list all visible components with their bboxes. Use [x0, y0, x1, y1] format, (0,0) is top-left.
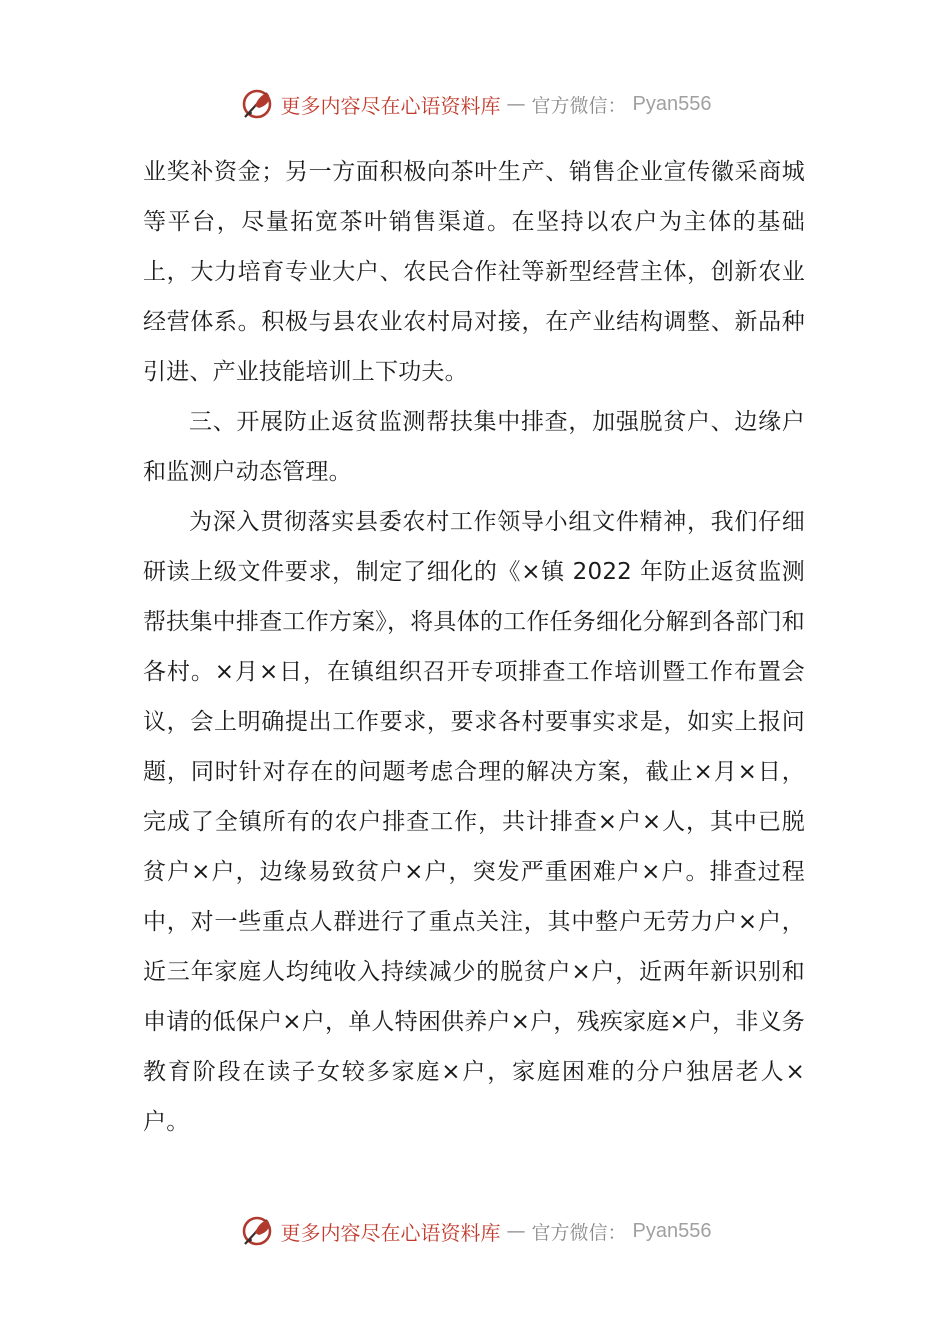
watermark-separator: — [506, 1220, 526, 1242]
section-heading: 三、开展防止返贫监测帮扶集中排查，加强脱贫户、边缘户和监测户动态管理。 [143, 409, 805, 485]
watermark-group [239, 1211, 712, 1251]
feather-pen-logo-icon [239, 86, 275, 122]
watermark-suffix-text: 官方微信： [531, 1221, 627, 1244]
feather-pen-logo-icon [239, 1213, 275, 1249]
watermark-suffix-text: 官方微信： [531, 94, 627, 117]
watermark-separator: — [506, 93, 526, 115]
paragraph-continuation: 业奖补资金；另一方面积极向茶叶生产、销售企业宣传徽采商城等平台，尽量拓宽茶叶销售渠道。在坚持以农户为主体的基础上，大力培育专业大户、农民合作社等新型经营主体，创新农业经营体系。积极与县农业农村局对接，在产业结构调整、新品种引进、产业技能培训上下功夫。 [143, 159, 805, 385]
header-watermark [0, 84, 950, 124]
watermark-main-text: 更多内容尽在心语资料库 [280, 1220, 501, 1245]
document-body [143, 147, 805, 1147]
watermark-main-text: 更多内容尽在心语资料库 [280, 93, 501, 118]
footer-watermark [0, 1211, 950, 1251]
watermark-group [239, 84, 712, 124]
watermark-wechat-id: Pyan556 [632, 92, 712, 115]
paragraph-body: 为深入贯彻落实县委农村工作领导小组文件精神，我们仔细研读上级文件要求，制定了细化的《×镇 2022 年防止返贫监测帮扶集中排查工作方案》，将具体的工作任务细化分解到各部门和各村。×月×日，在镇组织召开专项排查工作培训暨工作布置会议，会上明确提出工作要求，要求各村要事实求是，如实上报问题，同时针对存在的问题考虑合理的解决方案，截止×月×日，完成了全镇所有的农户排查工作，共计排查×户×人，其中已脱贫户×户，边缘易致贫户×户，突发严重困难户×户。排查过程中，对一些重点人群进行了重点关注，其中整户无劳力户×户，近三年家庭人均纯收入持续减少的脱贫户×户，近两年新识别和申请的低保户×户，单人特困供养户×户，残疾家庭×户，非义务教育阶段在读子女较多家庭×户，家庭困难的分户独居老人×户。 [143, 509, 805, 1135]
watermark-wechat-id: Pyan556 [632, 1219, 712, 1242]
